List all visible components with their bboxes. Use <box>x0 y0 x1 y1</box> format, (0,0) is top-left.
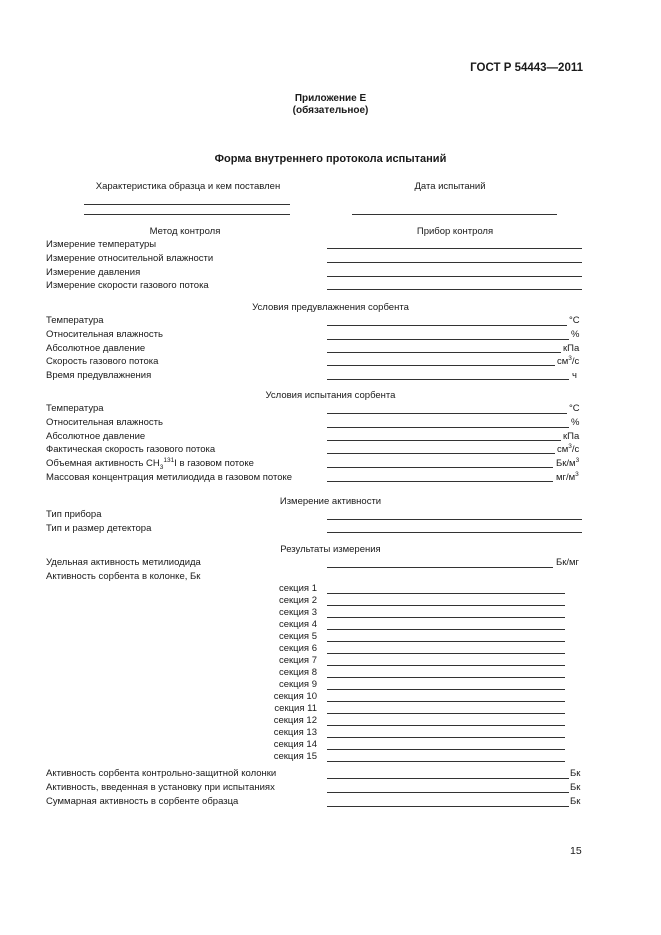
section-label: секция 4 <box>278 619 317 630</box>
section-line <box>327 605 565 606</box>
final-row: Суммарная активность в сорбенте образца <box>46 796 239 807</box>
activity-measure-row: Тип прибора <box>46 509 102 520</box>
prehumid-row: Абсолютное давление <box>46 343 146 354</box>
section-label: секция 12 <box>273 715 317 726</box>
appendix-title: Приложение Е <box>294 93 367 104</box>
section-line <box>327 749 565 750</box>
activity-measure-row: Тип и размер детектора <box>46 523 152 534</box>
prehumid-line <box>327 352 561 353</box>
prehumid-row: Время предувлажнения <box>46 370 152 381</box>
section-label: секция 15 <box>273 751 317 762</box>
specific-activity-line <box>327 567 553 568</box>
section-line <box>327 677 565 678</box>
unit-bq-mg: Бк/мг <box>556 557 580 568</box>
column-activity-label: Активность сорбента в колонке, Бк <box>46 571 201 582</box>
section-label: секция 14 <box>273 739 317 750</box>
unit-percent: % <box>571 417 580 428</box>
section-label: секция 8 <box>278 667 317 678</box>
method-line <box>327 248 582 249</box>
section-line <box>327 761 565 762</box>
test-line <box>327 440 561 441</box>
unit-celsius: °С <box>569 403 580 414</box>
method-line <box>327 289 582 290</box>
appendix-type: (обязательное) <box>292 105 369 116</box>
prehumid-row: Температура <box>46 315 104 326</box>
method-line <box>327 276 582 277</box>
test-line <box>327 481 553 482</box>
test-row: Фактическая скорость газового потока <box>46 444 216 455</box>
unit-bq: Бк <box>570 796 581 807</box>
section-line <box>327 737 565 738</box>
date-header: Дата испытаний <box>414 181 486 192</box>
test-title: Условия испытания сорбента <box>265 390 396 401</box>
test-row: Массовая концентрация метилиодида в газовом потоке <box>46 472 293 483</box>
final-line <box>327 778 569 779</box>
section-line <box>327 701 565 702</box>
activity-measure-line <box>327 519 582 520</box>
unit-bq: Бк <box>570 768 581 779</box>
method-line <box>327 262 582 263</box>
test-line <box>327 453 555 454</box>
test-row: Относительная влажность <box>46 417 163 428</box>
section-line <box>327 689 565 690</box>
unit-mg-m3: $мг/м^3$ <box>556 471 579 484</box>
unit-bq-m3: $Бк/м^3$ <box>556 457 580 470</box>
unit-percent: % <box>571 329 580 340</box>
section-label: секция 6 <box>278 643 317 654</box>
method-header: Метод контроля <box>149 226 221 237</box>
method-row: Измерение скорости газового потока <box>46 280 209 291</box>
unit-bq: Бк <box>570 782 581 793</box>
section-label: секция 7 <box>278 655 317 666</box>
sample-header: Характеристика образца и кем поставлен <box>95 181 281 192</box>
section-label: секция 10 <box>273 691 317 702</box>
instrument-header: Прибор контроля <box>416 226 494 237</box>
prehumid-title: Условия предувлажнения сорбента <box>252 302 409 313</box>
sample-line-2 <box>84 214 290 215</box>
unit-cm3s: $см^3/с$ <box>557 443 580 456</box>
unit-kpa: кПа <box>563 343 580 354</box>
date-line <box>352 214 557 215</box>
section-label: секция 11 <box>274 703 317 714</box>
final-row: Активность сорбента контрольно-защитной колонки <box>46 768 277 779</box>
section-line <box>327 629 565 630</box>
final-line <box>327 792 569 793</box>
section-line <box>327 665 565 666</box>
test-row: Температура <box>46 403 104 414</box>
prehumid-line <box>327 325 567 326</box>
final-row: Активность, введенная в установку при испытаниях <box>46 782 275 793</box>
section-label: секция 1 <box>278 583 317 594</box>
results-title: Результаты измерения <box>280 544 381 555</box>
unit-hours: ч <box>572 370 577 381</box>
page-number: 15 <box>570 845 582 857</box>
section-line <box>327 641 565 642</box>
activity-measure-line <box>327 532 582 533</box>
section-label: секция 9 <box>278 679 317 690</box>
section-line <box>327 593 565 594</box>
section-line <box>327 653 565 654</box>
unit-cm3s: $см^3/с$ <box>557 355 580 368</box>
section-line <box>327 713 565 714</box>
prehumid-line <box>327 379 569 380</box>
specific-activity-label: Удельная активность метилиодида <box>46 557 201 568</box>
prehumid-line <box>327 339 569 340</box>
activity-measure-title: Измерение активности <box>279 496 382 507</box>
unit-kpa: кПа <box>563 431 580 442</box>
section-line <box>327 617 565 618</box>
section-label: секция 5 <box>278 631 317 642</box>
prehumid-row: Относительная влажность <box>46 329 163 340</box>
prehumid-line <box>327 365 555 366</box>
prehumid-row: Скорость газового потока <box>46 356 159 367</box>
sample-line-1 <box>84 204 290 205</box>
final-line <box>327 806 569 807</box>
method-row: Измерение температуры <box>46 239 157 250</box>
test-line <box>327 427 569 428</box>
form-title: Форма внутреннего протокола испытаний <box>214 153 447 165</box>
section-label: секция 3 <box>278 607 317 618</box>
method-row: Измерение давления <box>46 267 141 278</box>
method-row: Измерение относительной влажности <box>46 253 214 264</box>
test-line <box>327 467 553 468</box>
test-row: Абсолютное давление <box>46 431 146 442</box>
section-label: секция 13 <box>273 727 317 738</box>
unit-celsius: °С <box>569 315 580 326</box>
standard-id: ГОСТ Р 54443—2011 <box>470 62 583 74</box>
test-line <box>327 413 567 414</box>
section-label: секция 2 <box>278 595 317 606</box>
section-line <box>327 725 565 726</box>
test-row-volumetric-activity: Объемная активность $CH_3^{131}I$ в газовом потоке <box>46 457 254 472</box>
